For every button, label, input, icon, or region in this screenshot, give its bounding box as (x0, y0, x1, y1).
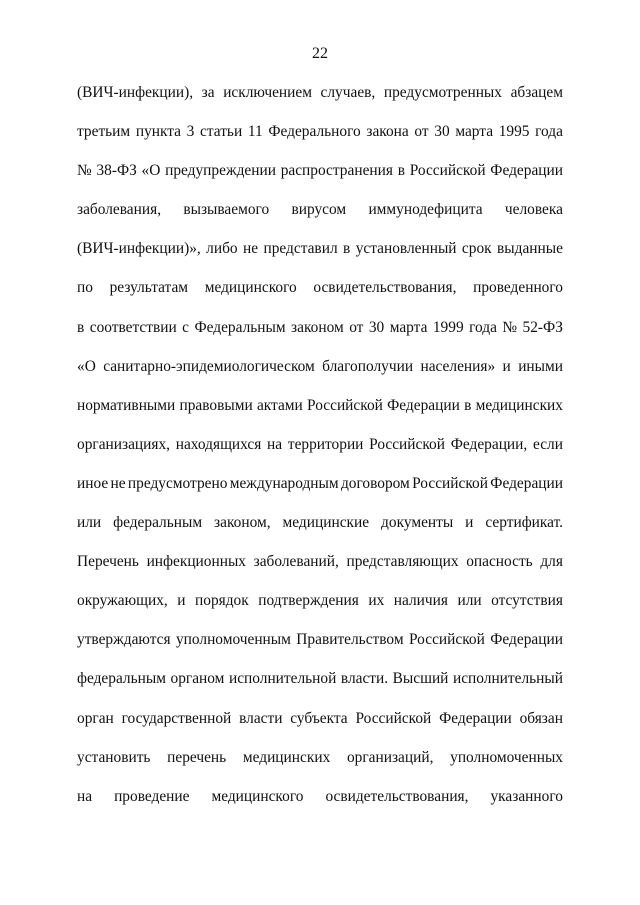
text-line: иное не предусмотрено международным договором Российской Федерации (77, 474, 563, 492)
page-number: 22 (312, 45, 328, 62)
text-line: заболевания, вызываемого вирусом иммунодефицита человека (77, 201, 563, 219)
text-line: Перечень инфекционных заболеваний, представляющих опасность для (77, 553, 563, 571)
text-line: № 38-ФЗ «О предупреждении распространения в Российской Федерации (77, 162, 563, 180)
text-line: или федеральным законом, медицинские документы и сертификат. (77, 514, 563, 532)
text-line: (ВИЧ-инфекции), за исключением случаев, предусмотренных абзацем (77, 84, 563, 101)
text-line: федеральным органом исполнительной власти. Высший исполнительный (77, 670, 563, 688)
text-line: в соответствии с Федеральным законом от 30 марта 1999 года № 52-ФЗ (77, 318, 563, 336)
text-line: «О санитарно-эпидемиологическом благополучии населения» и иными (77, 357, 563, 375)
text-line: нормативными правовыми актами Российской Федерации в медицинских (77, 396, 563, 414)
text-line: организациях, находящихся на территории Российской Федерации, если (77, 435, 563, 453)
body-text (77, 78, 563, 821)
text-line: установить перечень медицинских организаций, уполномоченных (77, 748, 563, 766)
text-line: окружающих, и порядок подтверждения их наличия или отсутствия (77, 592, 563, 610)
text-line: по результатам медицинского освидетельствования, проведенного (77, 279, 563, 297)
text-line: утверждаются уполномоченным Правительством Российской Федерации (77, 631, 563, 649)
text-line: орган государственной власти субъекта Российской Федерации обязан (77, 709, 563, 727)
text-line: на проведение медицинского освидетельствования, указанного (77, 787, 563, 805)
text-line: (ВИЧ-инфекции)», либо не представил в установленный срок выданные (77, 240, 563, 258)
text-line: третьим пункта 3 статьи 11 Федерального закона от 30 марта 1995 года (77, 123, 563, 141)
